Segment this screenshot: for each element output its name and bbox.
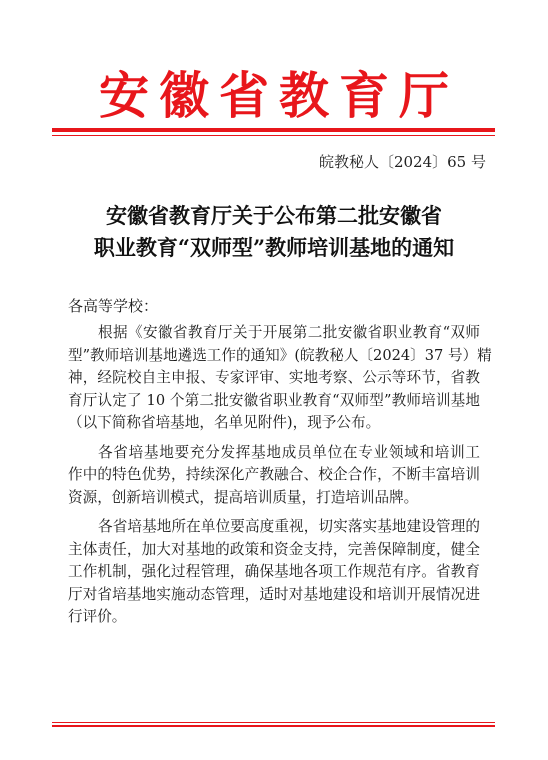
paragraph-line: 行评价。 [68, 608, 127, 625]
footer-thin-rule [52, 722, 495, 723]
paragraph-line: 资源，创新培训模式，提高培训质量，打造培训品牌。 [68, 488, 419, 506]
paragraph-line: 主体责任，加大对基地的政策和资金支持，完善保障制度，健全 [68, 540, 480, 558]
paragraph-line: 根据《安徽省教育厅关于开展第二批安徽省职业教育“双师 [98, 324, 480, 341]
masthead-thin-rule [52, 135, 495, 136]
paragraph-line: 工作机制，强化过程管理，确保基地各项工作规范有序。省教育 [68, 563, 480, 580]
paragraph-line: 厅对省培基地实施动态管理，适时对基地建设和培训开展情况进 [68, 585, 480, 603]
footer-thick-rule [52, 725, 495, 727]
masthead-title: 安徽省教育厅 [99, 66, 459, 125]
paragraph-2 [68, 442, 480, 510]
paragraph-line: 各省培基地要充分发挥基地成员单位在专业领域和培训工 [98, 443, 480, 461]
masthead-thick-rule [52, 128, 495, 132]
document-title [0, 200, 548, 264]
title-line-1: 安徽省教育厅关于公布第二批安徽省 [106, 203, 442, 228]
paragraph-line: （以下简称省培基地，名单见附件)，现予公布。 [68, 414, 381, 431]
paragraph-line: 作中的特色优势，持续深化产教融合、校企合作，不断丰富培训 [68, 466, 480, 483]
paragraph-3 [68, 516, 480, 629]
paragraph-line: 育厅认定了 10 个第二批安徽省职业教育“双师型”教师培训基地 [68, 391, 480, 409]
paragraph-line: 各省培基地所在单位要高度重视，切实落实基地建设管理的 [98, 518, 480, 535]
paragraph-line: 神，经院校自主申报、专家评审、实地考察、公示等环节，省教 [68, 369, 480, 386]
body-text [68, 322, 492, 629]
paragraph-1 [68, 322, 492, 435]
paragraph-line: 型”教师培训基地遴选工作的通知》(皖教秘人〔2024〕37 号）精 [68, 346, 492, 364]
salutation: 各高等学校： [68, 297, 159, 315]
document-number: 皖教秘人〔2024〕65 号 [318, 153, 486, 171]
title-line-2: 职业教育“双师型”教师培训基地的通知 [93, 235, 455, 260]
